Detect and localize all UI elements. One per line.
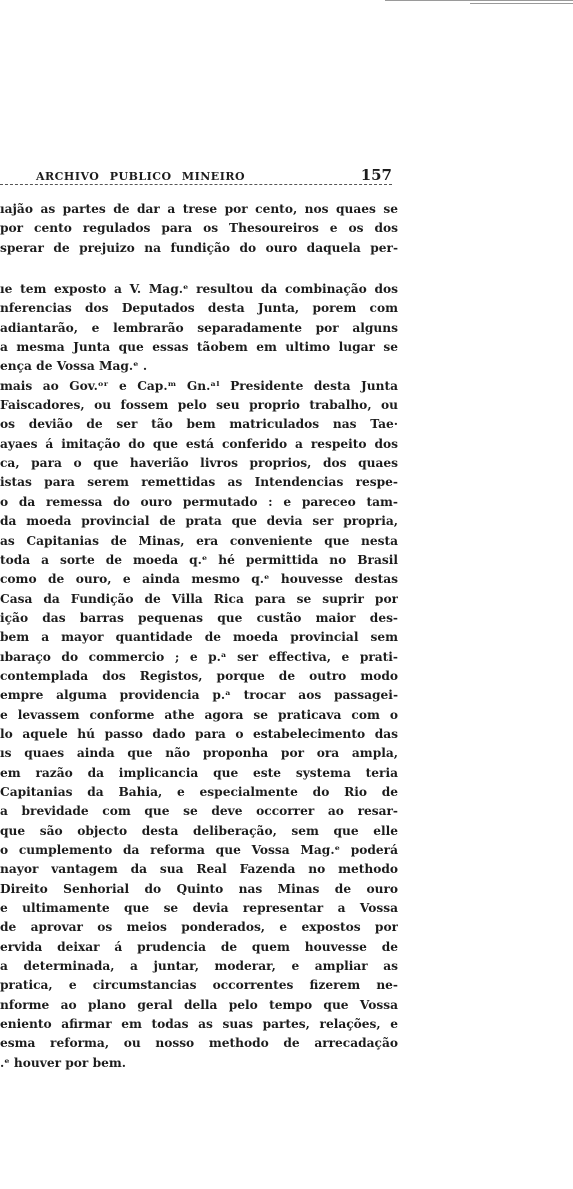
running-header	[20, 166, 392, 186]
text-line: esma reforma, ou nosso methodo de arrecadação	[0, 1036, 398, 1051]
header-rule	[0, 184, 392, 185]
text-line: ição das barras pequenas que custão maior des-	[0, 610, 398, 625]
text-line: ıajão as partes de dar a trese por cento, nos quaes se	[0, 202, 398, 216]
text-line: sperar de prejuizo na fundição do ouro daquela per-	[0, 240, 398, 255]
text-line: a brevidade com que se deve occorrer ao resar-	[0, 804, 398, 819]
text-line: toda a sorte de moeda q.ᵉ hé permittida no Brasil	[0, 552, 398, 567]
text-line: Casa da Fundição de Villa Rica para se suprir por	[0, 591, 398, 606]
text-line: o da remessa do ouro permutado : e pareceo tam-	[0, 494, 398, 509]
text-line: .ᵉ houver por bem.	[0, 1055, 126, 1070]
text-line: que são objecto desta deliberação, sem que elle	[0, 823, 398, 838]
text-line: Capitanias da Bahia, e especialmente do Rio de	[0, 784, 398, 799]
text-line: nforme ao plano geral della pelo tempo que Vossa	[0, 997, 398, 1012]
top-edge-rule	[385, 0, 573, 1]
text-line: nferencias dos Deputados desta Junta, porem com	[0, 301, 398, 316]
text-line: as Capitanias de Minas, era conveniente que nesta	[0, 533, 398, 548]
text-line: Direito Senhorial do Quinto nas Minas de ouro	[0, 881, 398, 896]
body-text	[0, 200, 398, 1073]
text-line: da moeda provincial de prata que devia ser propria,	[0, 514, 398, 529]
journal-title: ARCHIVO PUBLICO MINEIRO	[36, 170, 246, 183]
text-line: e levassem conforme athe agora se praticava com o	[0, 707, 398, 722]
text-line: pratica, e circumstancias occorrentes fizerem ne-	[0, 978, 398, 993]
text-line: ayaes á imitação do que está conferido a respeito dos	[0, 436, 398, 451]
text-line: mais ao Gov.ᵒʳ e Cap.ᵐ Gn.ᵃˡ Presidente desta Junta	[0, 378, 398, 393]
top-edge-rule-secondary	[470, 3, 573, 4]
text-line: empre alguma providencia p.ᵃ trocar aos passagei-	[0, 688, 398, 703]
text-line: por cento regulados para os Thesoureiros e os dos	[0, 221, 398, 236]
text-line: ıe tem exposto a V. Mag.ᵉ resultou da combinação dos	[0, 282, 398, 297]
text-line: ıbaraço do commercio ; e p.ᵃ ser effectiva, e prati-	[0, 649, 398, 664]
text-line: a mesma Junta que essas tãobem em ultimo lugar se	[0, 340, 398, 355]
text-line: e ultimamente que se devia representar a Vossa	[0, 901, 398, 916]
text-line: Faiscadores, ou fossem pelo seu proprio trabalho, ou	[0, 398, 398, 413]
page-number: 157	[360, 166, 392, 184]
text-line: como de ouro, e ainda mesmo q.ᵉ houvesse destas	[0, 572, 398, 587]
text-line: ca, para o que haverião livros proprios, dos quaes	[0, 456, 398, 471]
text-line: em razão da implicancia que este systema teria	[0, 765, 398, 780]
text-line: contemplada dos Registos, porque de outro modo	[0, 668, 398, 683]
text-line: lo aquele hú passo dado para o estabelecimento das	[0, 726, 398, 741]
text-line: o cumplemento da reforma que Vossa Mag.ᵉ poderá	[0, 843, 398, 857]
text-line: os devião de ser tão bem matriculados nas Tae·	[0, 417, 398, 432]
text-line: eniento afirmar em todas as suas partes, relações, e	[0, 1017, 398, 1032]
text-line: adiantarão, e lembrarão separadamente por alguns	[0, 320, 398, 335]
text-line: ença de Vossa Mag.ᵉ .	[0, 359, 148, 374]
text-line: ıs quaes ainda que não proponha por ora ampla,	[0, 746, 398, 761]
text-line: ervida deixar á prudencia de quem houvesse de	[0, 939, 398, 954]
text-line: de aprovar os meios ponderados, e expostos por	[0, 920, 398, 935]
text-line: istas para serem remettidas as Intendencias respe-	[0, 475, 398, 490]
text-line: a determinada, a juntar, moderar, e ampliar as	[0, 959, 398, 974]
text-line: bem a mayor quantidade de moeda provincial sem	[0, 630, 398, 645]
text-line: nayor vantagem da sua Real Fazenda no methodo	[0, 862, 398, 877]
